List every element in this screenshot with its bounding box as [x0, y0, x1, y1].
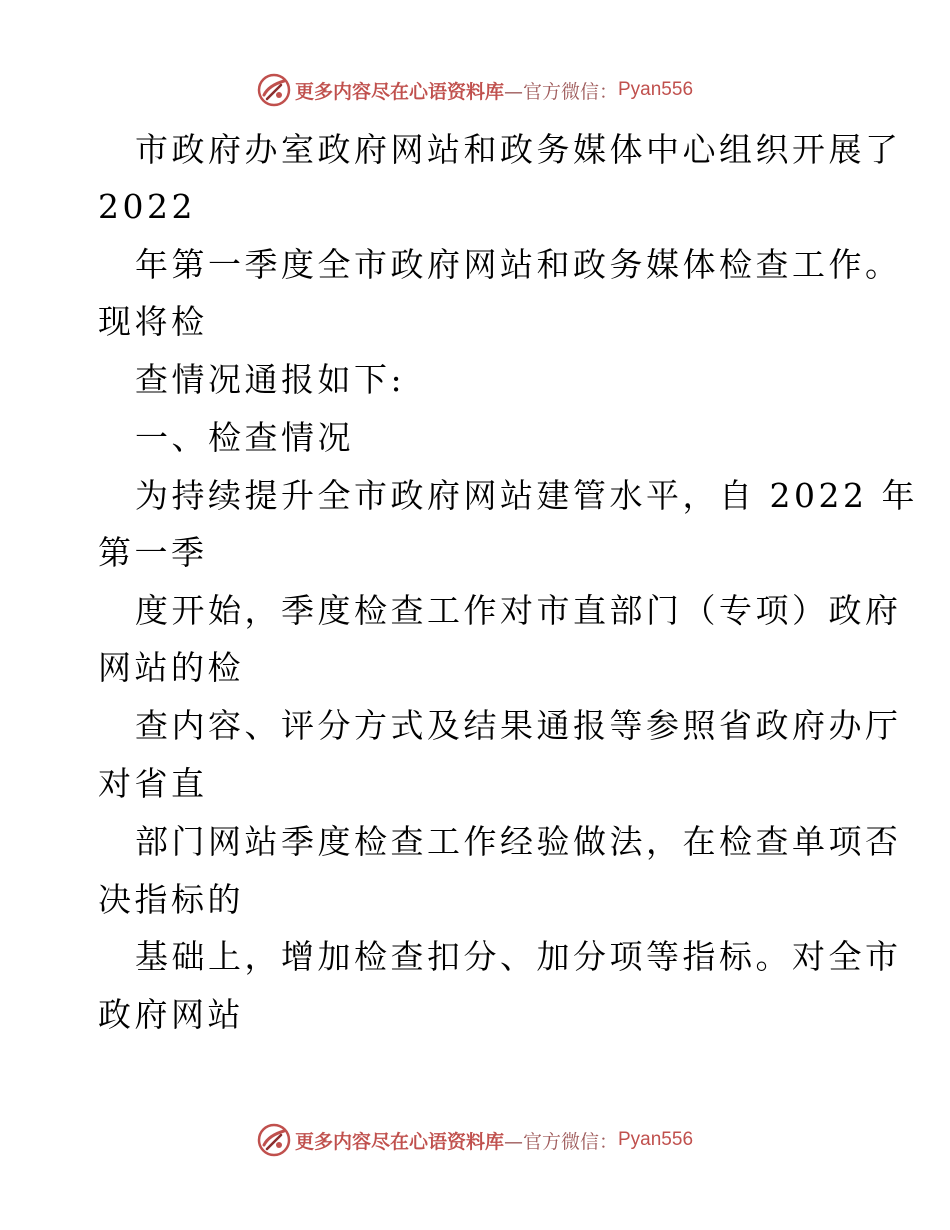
book-pen-logo-icon	[257, 1123, 291, 1157]
body-line: 第一季	[98, 533, 208, 572]
banner-text: 更多内容尽在心语资料库	[294, 80, 504, 103]
banner-wechat-id: Pyan556	[618, 79, 694, 100]
body-line: 政府网站	[98, 995, 244, 1034]
body-line: 部门网站季度检查工作经验做法，在检查单项否	[135, 822, 902, 861]
banner-suffix: —官方微信：	[503, 1130, 618, 1153]
body-line: 基础上，增加检查扣分、加分项等指标。对全市	[135, 937, 902, 976]
banner-suffix: —官方微信：	[503, 80, 618, 103]
book-pen-logo-icon	[257, 73, 291, 107]
footer-banner	[0, 1120, 950, 1160]
body-line: 查情况通报如下:	[135, 360, 406, 399]
body-line: 查内容、评分方式及结果通报等参照省政府办厅	[135, 706, 902, 745]
body-line: 年第一季度全市政府网站和政务媒体检查工作。	[135, 245, 902, 284]
body-line: 决指标的	[98, 880, 244, 919]
header-banner	[0, 70, 950, 110]
body-line: 网站的检	[98, 648, 244, 687]
body-line: 现将检	[98, 302, 208, 341]
banner-text: 更多内容尽在心语资料库	[294, 1130, 504, 1153]
body-line: 2022	[98, 187, 196, 226]
body-line: 度开始，季度检查工作对市直部门（专项）政府	[135, 591, 902, 630]
banner-wechat-id: Pyan556	[618, 1129, 694, 1150]
section-heading: 一、检查情况	[135, 418, 354, 457]
body-line: 市政府办室政府网站和政务媒体中心组织开展了	[135, 130, 902, 169]
body-line: 为持续提升全市政府网站建管水平，自 2022 年	[135, 476, 918, 515]
body-line: 对省直	[98, 764, 208, 803]
